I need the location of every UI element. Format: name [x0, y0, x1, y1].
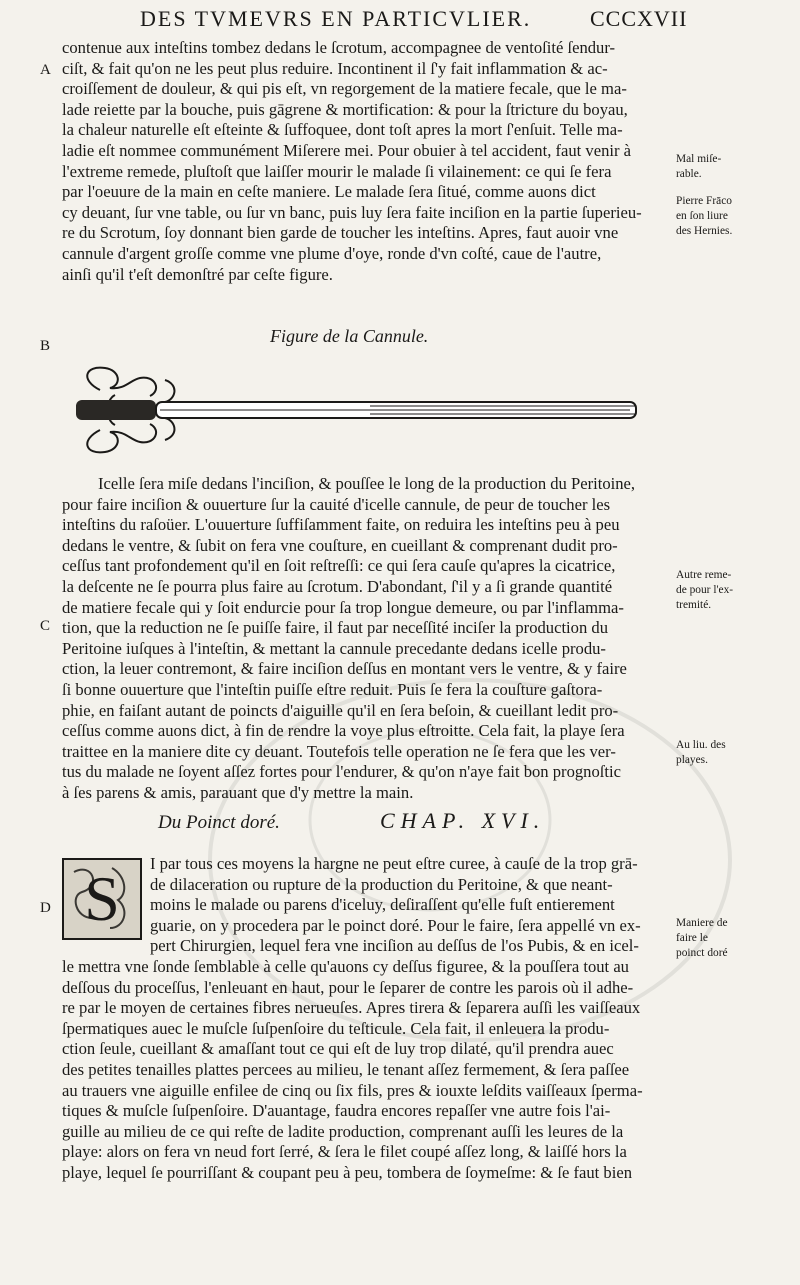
- chapter-heading: CHAP. XVI.: [380, 808, 546, 833]
- text-line: ainſi qu'il t'eſt demonſtré par ceſte figure.: [62, 264, 333, 284]
- text-line: playe: alors on fera vn neud fort ſerré, & ſera le filet coupé aſſez long, & laiſſé hors la: [62, 1142, 627, 1162]
- side-note-autre-remede: Autre reme- de pour l'ex- tremité.: [676, 569, 734, 611]
- text-line: tion, que la reduction ne ſe puiſſe faire, il faut par neceſſité inciſer la production du: [62, 618, 609, 638]
- text-line: des petites tenailles plattes percees au milieu, le tenant aſſez fermement, & ſera paſſee: [62, 1059, 630, 1079]
- text-line: tiques & muſcle ſuſpenſoire. D'auantage, faudra encores repaſſer vne autre fois l'ai-: [62, 1101, 611, 1121]
- text-line: tus du malade ne ſoyent aſſez fortes pour l'endurer, & qu'on n'aye fait bon prognoſtic: [62, 762, 621, 782]
- paragraph-block-1: [62, 38, 670, 285]
- side-note-pierre-franco: Pierre Frāco en ſon liure des Hernies.: [676, 195, 733, 237]
- text-line: pour faire inciſion & ouuerture ſur la cauité d'icelle cannule, de peur de toucher les: [62, 494, 611, 514]
- side-note-maniere: Maniere de faire le poinct doré: [676, 917, 728, 959]
- text-line: playe, lequel ſe pourriſſant & coupant peu à peu, tombera de ſoymeſme: & ſe faut bien: [62, 1162, 632, 1182]
- margin-letter-d: D: [40, 900, 51, 916]
- text-line: moins le malade ou parens d'iceluy, deſiraſſent qu'elle fuſt entierement: [150, 895, 615, 915]
- text-line: le mettra vne ſonde ſemblable à celle qu'auons cy deſſus figuree, & la pouſſera tout au: [62, 956, 629, 976]
- text-line: ction ſeule, cueillant & amaſſant tout ce qui eſt de luy trop dilaté, qu'il prendra auec: [62, 1039, 614, 1059]
- text-line: l'extreme remede, pluſtoſt que laiſſer mourir le malade ſi vilainement: ce qui ſe fera: [62, 161, 612, 181]
- figure-caption: Figure de la Cannule.: [270, 326, 429, 346]
- cannula-illustration: [70, 360, 650, 460]
- margin-letter-b: B: [40, 338, 51, 354]
- text-line: ceſſus comme auons dict, à fin de rendre la voye plus eſtroitte. Cela fait, la playe ſera: [62, 721, 625, 741]
- text-line: re du Scrotum, ſoy donnant bien garde de toucher les inteſtins. Apres, faut auoir vne: [62, 223, 619, 243]
- text-line: phie, en faiſant autant de poincts d'aiguille qu'il en ſera beſoin, & cueillant ledit pro-: [62, 700, 619, 720]
- text-line: deſſous du proceſſus, l'enleuant en haut, pour le ſeparer de contre les parois où il adhe-: [62, 977, 634, 997]
- side-note-mal-miserable: Mal miſe- rable.: [676, 153, 722, 180]
- text-line: ction, la leuer contremont, & faire inciſion deſſus en montant vers le ventre, & y faire: [62, 659, 627, 679]
- text-line: Icelle ſera miſe dedans l'inciſion, & pouſſee le long de la production du Peritoine,: [98, 474, 636, 493]
- text-line: de matiere fecale qui y ſoit endurcie pour ſa trop longue demeure, ou par l'inflamma-: [62, 597, 624, 617]
- text-line: re par le moyen de certaines fibres nerueuſes. Apres tirera & ſeparera auſſi les vaiſſeaux: [62, 998, 641, 1018]
- text-line: cy deuant, ſur vne table, ou ſur vn banc, puis luy ſera faite inciſion en la partie ſuperieu-: [62, 202, 642, 222]
- text-line: guille au milieu de ce qui reſte de ladite production, comprenant auſſi les leures de la: [62, 1121, 624, 1141]
- text-line: inteſtins du raſoüer. L'ouuerture ſuffiſamment faite, on reduira les inteſtins peu à peu: [62, 515, 620, 535]
- text-line: lade reiette par la bouche, puis gāgrene & mortification: & pour la ſtricture du boyau,: [62, 99, 628, 119]
- paragraph-block-3: [62, 854, 670, 1184]
- margin-letter-c: C: [40, 618, 51, 634]
- text-line: ceſſus tant profondement qu'il en ſoit reſtreſſi: ce qui ſera cauſe qu'apres la cicatrice,: [62, 556, 616, 576]
- running-title: DES TVMEVRS EN PARTICVLIER.: [140, 6, 532, 31]
- text-line: de dilaceration ou rupture de la production du Peritoine, & que neant-: [150, 874, 613, 894]
- text-line: I par tous ces moyens la hargne ne peut eſtre curee, à cauſe de la trop grā-: [150, 854, 638, 873]
- text-line: pert Chirurgien, lequel fera vne inciſion au deſſus de l'os Pubis, & en icel-: [150, 936, 639, 956]
- paragraph-block-2: [62, 474, 670, 804]
- text-line: ladie eſt nommee communément Miſerere mei. Pour obuier à tel accident, faut venir à: [62, 140, 632, 160]
- text-line: la chaleur naturelle eſt eſteinte & ſuffoquee, dont toſt apres la mort ſ'enſuit. Telle ma-: [62, 120, 623, 140]
- text-line: à ſes parens & amis, parauant que d'y mettre la main.: [62, 782, 414, 802]
- svg-text:S: S: [84, 863, 120, 934]
- section-title: Du Poinct doré.: [158, 812, 280, 833]
- page-number: CCCXVII: [590, 6, 688, 31]
- margin-letter-a: A: [40, 62, 51, 78]
- text-line: ciſt, & fait qu'on ne les peut plus reduire. Incontinent il ſ'y fait inflammation & ac-: [62, 58, 608, 78]
- text-line: cannule d'argent groſſe comme vne plume d'oye, ronde d'vn coſté, caue de l'autre,: [62, 243, 602, 263]
- text-line: Peritoine iuſques à l'inteſtin, & mettant la cannule precedante dedans icelle produ-: [62, 638, 606, 658]
- text-line: dedans le ventre, & ſubit on fera vne couſture, en cueillant & comprenant dudit pro-: [62, 535, 618, 555]
- text-line: traittee en la maniere dite cy deuant. Toutefois telle operation ne ſe fera que les ver-: [62, 741, 616, 761]
- side-note-au-liu-des-playes: Au liu. des playes.: [676, 739, 726, 766]
- text-line: ſi bonne ouuerture que l'inteſtin puiſſe eſtre reduit. Puis ſe fera la couſture gaſtora-: [62, 679, 603, 699]
- text-line: contenue aux inteſtins tombez dedans le ſcrotum, accompagnee de ventoſité ſendur-: [62, 38, 616, 57]
- text-line: ſpermatiques auec le muſcle ſuſpenſoire du teſticule. Cela fait, il enleuera la produ-: [62, 1018, 610, 1038]
- text-line: par l'oeuure de la main en ceſte maniere. Le malade ſera ſitué, comme auons dict: [62, 182, 596, 202]
- text-line: la deſcente ne ſe pourra plus faire au ſcrotum. D'abondant, ſ'il y a ſi grande quantité: [62, 576, 613, 596]
- text-line: guarie, on y procedera par le poinct doré. Pour le faire, ſera appellé vn ex-: [150, 915, 641, 935]
- text-line: croiſſement de douleur, & qui pis eſt, vn regorgement de la matiere fecale, que le ma-: [62, 79, 627, 99]
- text-line: au trauers vne aiguille enfilee de cinq ou ſix fils, pres & iouxte leſdits vaiſſeaux ſperma-: [62, 1080, 643, 1100]
